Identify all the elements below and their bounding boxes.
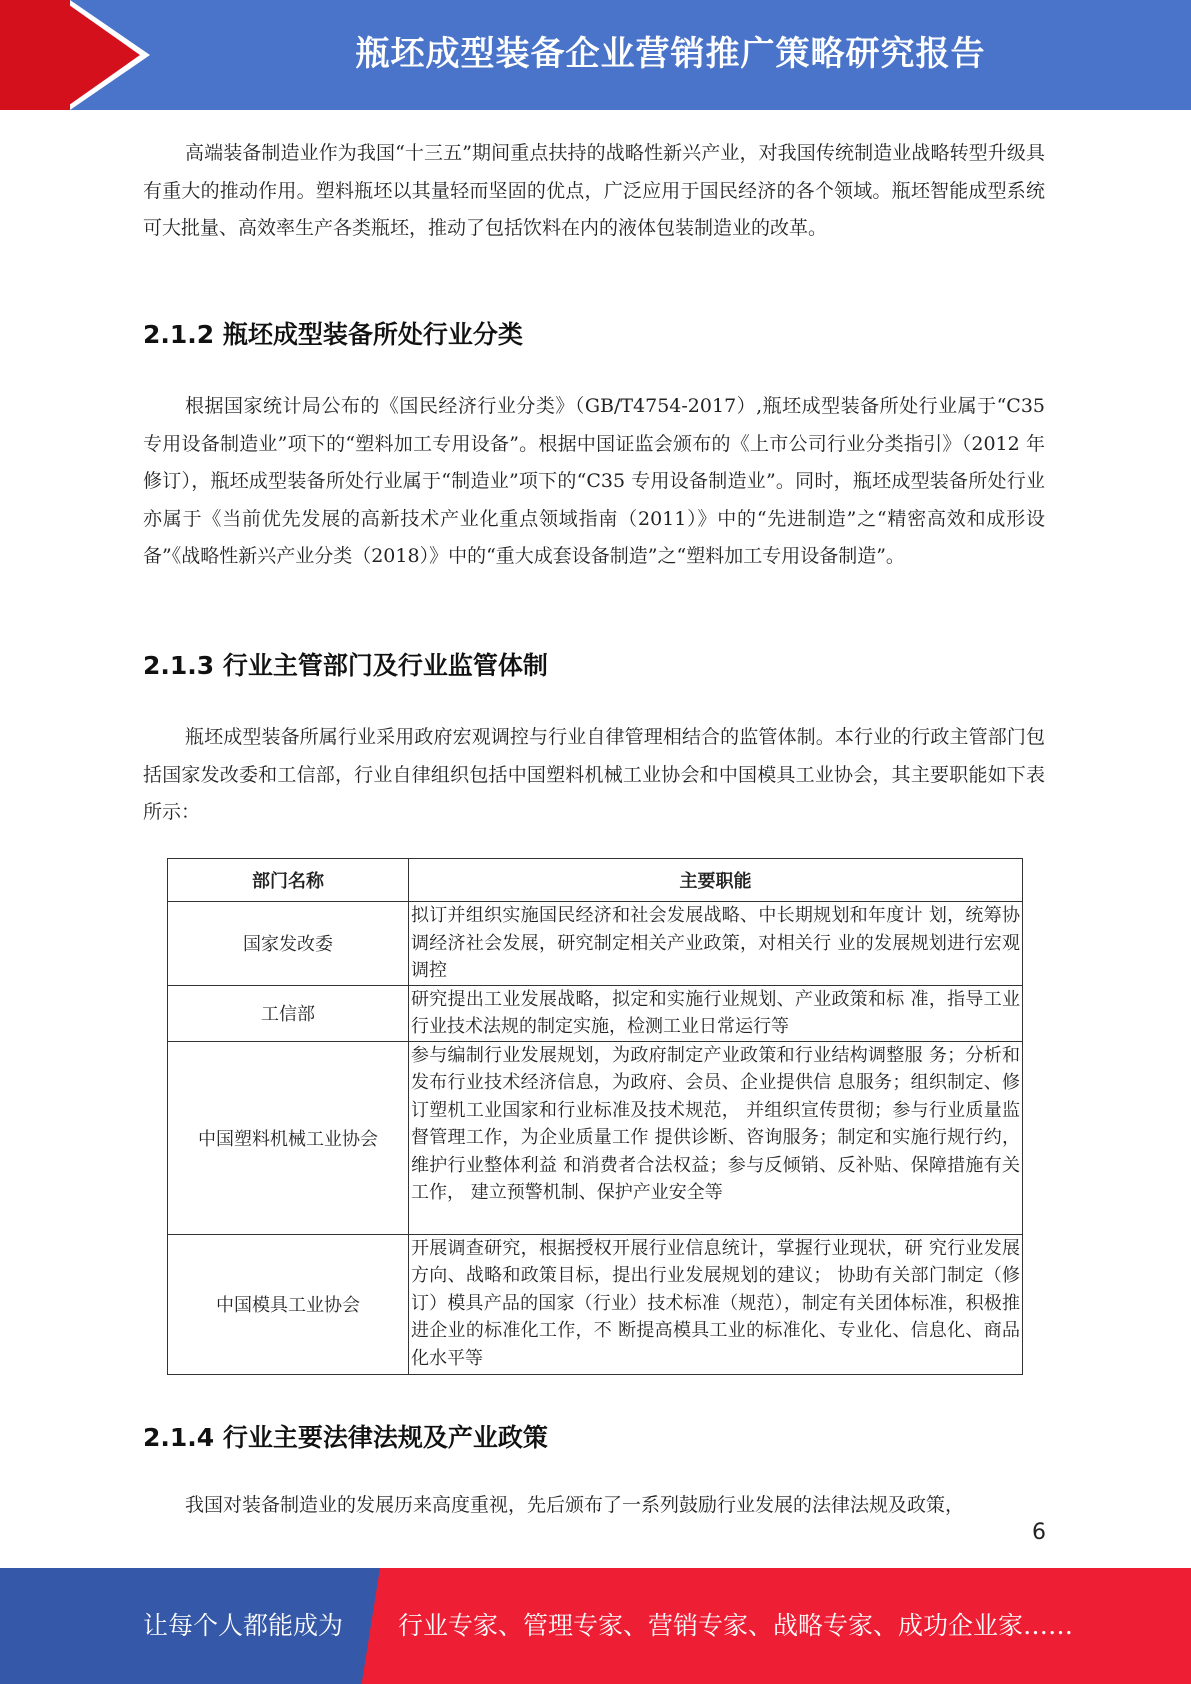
section-2-1-2 [143,315,1045,351]
column-header-dept: 部门名称 [168,859,409,902]
intro-section [143,135,1045,248]
section-2-1-4-body [143,1487,1045,1525]
section-heading: 2.1.3 行业主管部门及行业监管体制 [143,651,548,680]
column-header-func: 主要职能 [409,859,1023,902]
section-2-1-3 [143,646,1045,682]
section-paragraph: 我国对装备制造业的发展历来高度重视，先后颁布了一系列鼓励行业发展的法律法规及政策， [185,1494,965,1516]
section-heading: 2.1.4 行业主要法律法规及产业政策 [143,1423,548,1452]
func-cell: 拟订并组织实施国民经济和社会发展战略、中长期规划和年度计 划，统筹协调经济社会发展，研究制定相关产业政策，对相关行 业的发展规划进行宏观调控 [409,902,1023,986]
dept-cell: 国家发改委 [168,902,409,986]
section-paragraph: 瓶坯成型装备所属行业采用政府宏观调控与行业自律管理相结合的监管体制。本行业的行政主管部门包括国家发改委和工信部，行业自律组织包括中国塑料机械工业协会和中国模具工业协会，其主要职能如下表所示： [143,726,1045,823]
section-heading: 2.1.2 瓶坯成型装备所处行业分类 [143,320,523,349]
footer-slogan-right: 行业专家、管理专家、营销专家、战略专家、成功企业家…… [398,1611,1074,1640]
dept-cell: 中国模具工业协会 [168,1234,409,1374]
func-cell: 研究提出工业发展战略，拟定和实施行业规划、产业政策和标 准，指导工业行业技术法规的制定实施，检测工业日常运行等 [409,985,1023,1041]
page-header [0,0,1191,110]
header-chevron-red [62,0,140,110]
intro-paragraph: 高端装备制造业作为我国“十三五”期间重点扶持的战略性新兴产业，对我国传统制造业战略转型升级具有重大的推动作用。塑料瓶坯以其量轻而坚固的优点，广泛应用于国民经济的各个领域。瓶坯智能成型系统可大批量、高效率生产各类瓶坯，推动了包括饮料在内的液体包装制造业的改革。 [143,142,1045,239]
table-row [168,1234,1023,1374]
report-title: 瓶坯成型装备企业营销推广策略研究报告 [355,34,986,74]
dept-cell: 中国塑料机械工业协会 [168,1041,409,1234]
section-2-1-3-body [143,719,1045,832]
table-row [168,902,1023,986]
section-2-1-4 [143,1418,1045,1454]
dept-cell: 工信部 [168,985,409,1041]
table-header-row [168,859,1023,902]
table-row [168,1041,1023,1234]
func-cell: 开展调查研究，根据授权开展行业信息统计，掌握行业现状，研 究行业发展方向、战略和政策目标，提出行业发展规划的建议； 协助有关部门制定（修订）模具产品的国家（行业）技术标准（规范），制定有关团体标准，积极推进企业的标准化工作，不 断提高模具工业的标准化、专业化、信息化、商品化水平等 [409,1234,1023,1374]
page-number: 6 [1032,1520,1046,1545]
department-duties-table [167,858,1023,1375]
func-cell: 参与编制行业发展规划，为政府制定产业政策和行业结构调整服 务；分析和发布行业技术经济信息，为政府、会员、企业提供信 息服务；组织制定、修订塑机工业国家和行业标准及技术规范， 并组织宣传贯彻；参与行业质量监督管理工作，为企业质量工作 提供诊断、咨询服务；制定和实施行规行约，维护行业整体利益 和消费者合法权益；参与反倾销、反补贴、保障措施有关工作， 建立预警机制、保护产业安全等 [409,1041,1023,1234]
section-paragraph: 根据国家统计局公布的《国民经济行业分类》（GB/T4754-2017）,瓶坯成型装备所处行业属于“C35 专用设备制造业”项下的“塑料加工专用设备”。根据中国证监会颁布的《上市公司行业分类指引》（2012 年修订），瓶坯成型装备所处行业属于“制造业”项下的“C35 专用设备制造业”。同时，瓶坯成型装备所处行业亦属于《当前优先发展的高新技术产业化重点领域指南（2011）》中的“先进制造”之“精密高效和成形设备”《战略性新兴产业分类（2018）》中的“重大成套设备制造”之“塑料加工专用设备制造”。 [143,395,1045,567]
header-red-block [0,0,70,110]
page-footer [0,1568,1191,1684]
section-2-1-2-body [143,388,1045,576]
footer-slogan-left: 让每个人都能成为 [143,1611,344,1640]
table-row [168,985,1023,1041]
